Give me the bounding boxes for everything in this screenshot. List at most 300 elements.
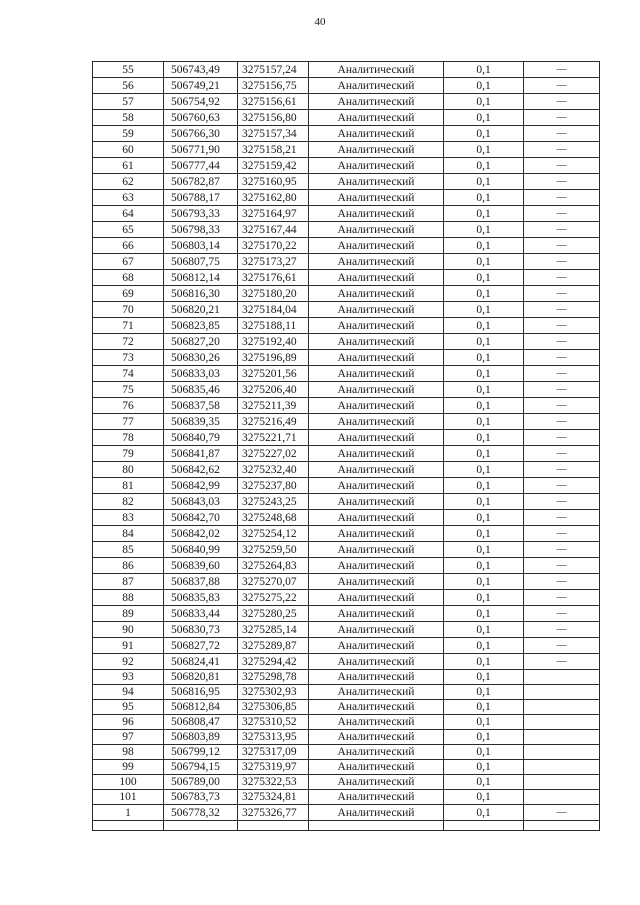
table-row <box>93 638 600 654</box>
point-number-cell: 78 <box>93 430 164 446</box>
coordinate-x-cell: 506837,88 <box>164 574 238 590</box>
point-number-cell: 77 <box>93 414 164 430</box>
table-row <box>93 510 600 526</box>
note-cell <box>524 654 600 670</box>
accuracy-cell: 0,1 <box>444 654 524 670</box>
method-cell: Аналитический <box>309 414 444 430</box>
accuracy-cell: 0,1 <box>444 142 524 158</box>
coordinate-y-cell: 3275184,04 <box>238 302 309 318</box>
coordinate-y-cell: 3275254,12 <box>238 526 309 542</box>
table-row <box>93 494 600 510</box>
empty-cell <box>444 821 524 831</box>
coordinate-y-cell: 3275227,02 <box>238 446 309 462</box>
note-cell <box>524 700 600 715</box>
point-number-cell: 90 <box>93 622 164 638</box>
empty-cell <box>524 821 600 831</box>
point-number-cell: 82 <box>93 494 164 510</box>
method-cell: Аналитический <box>309 462 444 478</box>
point-number-cell: 56 <box>93 78 164 94</box>
table-row <box>93 206 600 222</box>
dash-icon: — <box>556 807 567 818</box>
note-cell <box>524 190 600 206</box>
dash-icon: — <box>556 416 567 427</box>
point-number-cell: 84 <box>93 526 164 542</box>
dash-icon: — <box>556 576 567 587</box>
table-row <box>93 760 600 775</box>
coordinate-x-cell: 506803,89 <box>164 730 238 745</box>
coordinate-x-cell: 506835,46 <box>164 382 238 398</box>
coordinate-x-cell: 506839,60 <box>164 558 238 574</box>
point-number-cell: 65 <box>93 222 164 238</box>
coordinate-y-cell: 3275317,09 <box>238 745 309 760</box>
table-row <box>93 78 600 94</box>
note-cell <box>524 558 600 574</box>
method-cell: Аналитический <box>309 142 444 158</box>
point-number-cell: 83 <box>93 510 164 526</box>
note-cell <box>524 590 600 606</box>
table-row <box>93 238 600 254</box>
accuracy-cell: 0,1 <box>444 366 524 382</box>
dash-icon: — <box>556 288 567 299</box>
dash-icon: — <box>556 496 567 507</box>
coordinate-x-cell: 506820,21 <box>164 302 238 318</box>
point-number-cell: 99 <box>93 760 164 775</box>
coordinate-x-cell: 506835,83 <box>164 590 238 606</box>
coordinate-x-cell: 506771,90 <box>164 142 238 158</box>
empty-row <box>93 821 600 831</box>
point-number-cell: 72 <box>93 334 164 350</box>
coordinate-x-cell: 506783,73 <box>164 790 238 805</box>
coordinate-y-cell: 3275201,56 <box>238 366 309 382</box>
point-number-cell: 96 <box>93 715 164 730</box>
accuracy-cell: 0,1 <box>444 574 524 590</box>
table-row <box>93 446 600 462</box>
accuracy-cell: 0,1 <box>444 526 524 542</box>
accuracy-cell: 0,1 <box>444 190 524 206</box>
coordinates-table <box>92 61 600 831</box>
method-cell: Аналитический <box>309 110 444 126</box>
coordinate-y-cell: 3275192,40 <box>238 334 309 350</box>
note-cell <box>524 126 600 142</box>
note-cell <box>524 350 600 366</box>
coordinate-x-cell: 506840,79 <box>164 430 238 446</box>
note-cell <box>524 526 600 542</box>
note-cell <box>524 286 600 302</box>
table-row <box>93 622 600 638</box>
dash-icon: — <box>556 208 567 219</box>
note-cell <box>524 110 600 126</box>
table-row <box>93 430 600 446</box>
accuracy-cell: 0,1 <box>444 805 524 821</box>
dash-icon: — <box>556 480 567 491</box>
dash-icon: — <box>556 352 567 363</box>
accuracy-cell: 0,1 <box>444 446 524 462</box>
coordinate-x-cell: 506841,87 <box>164 446 238 462</box>
coordinate-x-cell: 506807,75 <box>164 254 238 270</box>
coordinate-y-cell: 3275275,22 <box>238 590 309 606</box>
coordinate-y-cell: 3275157,34 <box>238 126 309 142</box>
note-cell <box>524 478 600 494</box>
coordinate-x-cell: 506823,85 <box>164 318 238 334</box>
accuracy-cell: 0,1 <box>444 760 524 775</box>
table-row <box>93 398 600 414</box>
note-cell <box>524 622 600 638</box>
dash-icon: — <box>556 368 567 379</box>
coordinate-y-cell: 3275326,77 <box>238 805 309 821</box>
point-number-cell: 63 <box>93 190 164 206</box>
point-number-cell: 68 <box>93 270 164 286</box>
note-cell <box>524 238 600 254</box>
coordinate-x-cell: 506840,99 <box>164 542 238 558</box>
dash-icon: — <box>556 384 567 395</box>
table-row <box>93 302 600 318</box>
coordinate-x-cell: 506778,32 <box>164 805 238 821</box>
accuracy-cell: 0,1 <box>444 158 524 174</box>
coordinate-y-cell: 3275180,20 <box>238 286 309 302</box>
method-cell: Аналитический <box>309 670 444 685</box>
table-row <box>93 270 600 286</box>
point-number-cell: 91 <box>93 638 164 654</box>
accuracy-cell: 0,1 <box>444 715 524 730</box>
note-cell <box>524 270 600 286</box>
accuracy-cell: 0,1 <box>444 730 524 745</box>
coordinate-x-cell: 506816,30 <box>164 286 238 302</box>
coordinate-x-cell: 506749,21 <box>164 78 238 94</box>
accuracy-cell: 0,1 <box>444 542 524 558</box>
table-row <box>93 670 600 685</box>
point-number-cell: 85 <box>93 542 164 558</box>
coordinate-y-cell: 3275313,95 <box>238 730 309 745</box>
empty-cell <box>309 821 444 831</box>
dash-icon: — <box>556 560 567 571</box>
coordinate-x-cell: 506803,14 <box>164 238 238 254</box>
table-row <box>93 382 600 398</box>
coordinate-y-cell: 3275324,81 <box>238 790 309 805</box>
note-cell <box>524 446 600 462</box>
point-number-cell: 67 <box>93 254 164 270</box>
accuracy-cell: 0,1 <box>444 510 524 526</box>
coordinate-y-cell: 3275243,25 <box>238 494 309 510</box>
table-row <box>93 414 600 430</box>
page-number: 40 <box>314 16 326 28</box>
note-cell <box>524 318 600 334</box>
table-row <box>93 126 600 142</box>
coordinate-x-cell: 506793,33 <box>164 206 238 222</box>
coordinate-y-cell: 3275319,97 <box>238 760 309 775</box>
point-number-cell: 97 <box>93 730 164 745</box>
coordinate-x-cell: 506788,17 <box>164 190 238 206</box>
note-cell <box>524 685 600 700</box>
accuracy-cell: 0,1 <box>444 790 524 805</box>
dash-icon: — <box>556 272 567 283</box>
coordinate-x-cell: 506827,72 <box>164 638 238 654</box>
dash-icon: — <box>556 544 567 555</box>
empty-cell <box>93 821 164 831</box>
coordinate-x-cell: 506830,73 <box>164 622 238 638</box>
empty-cell <box>238 821 309 831</box>
point-number-cell: 95 <box>93 700 164 715</box>
note-cell <box>524 430 600 446</box>
point-number-cell: 80 <box>93 462 164 478</box>
table-row <box>93 478 600 494</box>
coordinate-x-cell: 506789,00 <box>164 775 238 790</box>
method-cell: Аналитический <box>309 638 444 654</box>
coordinate-x-cell: 506842,02 <box>164 526 238 542</box>
table-row <box>93 574 600 590</box>
accuracy-cell: 0,1 <box>444 494 524 510</box>
dash-icon: — <box>556 240 567 251</box>
coordinate-y-cell: 3275322,53 <box>238 775 309 790</box>
note-cell <box>524 574 600 590</box>
table-row <box>93 730 600 745</box>
point-number-cell: 79 <box>93 446 164 462</box>
coordinate-y-cell: 3275157,24 <box>238 62 309 78</box>
coordinate-y-cell: 3275248,68 <box>238 510 309 526</box>
point-number-cell: 70 <box>93 302 164 318</box>
accuracy-cell: 0,1 <box>444 414 524 430</box>
coordinate-x-cell: 506833,44 <box>164 606 238 622</box>
note-cell <box>524 302 600 318</box>
method-cell: Аналитический <box>309 318 444 334</box>
coordinate-x-cell: 506837,58 <box>164 398 238 414</box>
method-cell: Аналитический <box>309 446 444 462</box>
method-cell: Аналитический <box>309 430 444 446</box>
point-number-cell: 55 <box>93 62 164 78</box>
note-cell <box>524 670 600 685</box>
method-cell: Аналитический <box>309 510 444 526</box>
note-cell <box>524 222 600 238</box>
coordinate-y-cell: 3275221,71 <box>238 430 309 446</box>
method-cell: Аналитический <box>309 126 444 142</box>
accuracy-cell: 0,1 <box>444 382 524 398</box>
coordinate-x-cell: 506812,14 <box>164 270 238 286</box>
dash-icon: — <box>556 256 567 267</box>
dash-icon: — <box>556 224 567 235</box>
point-number-cell: 58 <box>93 110 164 126</box>
table-row <box>93 190 600 206</box>
table-row <box>93 174 600 190</box>
coordinate-y-cell: 3275158,21 <box>238 142 309 158</box>
method-cell: Аналитический <box>309 334 444 350</box>
coordinate-y-cell: 3275270,07 <box>238 574 309 590</box>
table-row <box>93 286 600 302</box>
coordinate-x-cell: 506842,99 <box>164 478 238 494</box>
coordinate-x-cell: 506777,44 <box>164 158 238 174</box>
coordinate-y-cell: 3275216,49 <box>238 414 309 430</box>
method-cell: Аналитический <box>309 745 444 760</box>
dash-icon: — <box>556 336 567 347</box>
accuracy-cell: 0,1 <box>444 700 524 715</box>
coordinate-y-cell: 3275232,40 <box>238 462 309 478</box>
method-cell: Аналитический <box>309 174 444 190</box>
accuracy-cell: 0,1 <box>444 126 524 142</box>
point-number-cell: 86 <box>93 558 164 574</box>
accuracy-cell: 0,1 <box>444 222 524 238</box>
table-row <box>93 366 600 382</box>
note-cell <box>524 254 600 270</box>
coordinate-x-cell: 506760,63 <box>164 110 238 126</box>
note-cell <box>524 510 600 526</box>
coordinate-x-cell: 506782,87 <box>164 174 238 190</box>
note-cell <box>524 805 600 821</box>
dash-icon: — <box>556 640 567 651</box>
coordinate-y-cell: 3275176,61 <box>238 270 309 286</box>
accuracy-cell: 0,1 <box>444 238 524 254</box>
note-cell <box>524 174 600 190</box>
coordinate-x-cell: 506816,95 <box>164 685 238 700</box>
accuracy-cell: 0,1 <box>444 334 524 350</box>
accuracy-cell: 0,1 <box>444 606 524 622</box>
note-cell <box>524 398 600 414</box>
dash-icon: — <box>556 400 567 411</box>
table-row <box>93 158 600 174</box>
point-number-cell: 69 <box>93 286 164 302</box>
method-cell: Аналитический <box>309 206 444 222</box>
dash-icon: — <box>556 80 567 91</box>
note-cell <box>524 206 600 222</box>
point-number-cell: 64 <box>93 206 164 222</box>
accuracy-cell: 0,1 <box>444 270 524 286</box>
coordinate-y-cell: 3275173,27 <box>238 254 309 270</box>
method-cell: Аналитический <box>309 805 444 821</box>
table-row <box>93 542 600 558</box>
coordinate-x-cell: 506754,92 <box>164 94 238 110</box>
accuracy-cell: 0,1 <box>444 590 524 606</box>
table-row <box>93 700 600 715</box>
point-number-cell: 76 <box>93 398 164 414</box>
method-cell: Аналитический <box>309 715 444 730</box>
accuracy-cell: 0,1 <box>444 78 524 94</box>
accuracy-cell: 0,1 <box>444 558 524 574</box>
method-cell: Аналитический <box>309 254 444 270</box>
table-row <box>93 318 600 334</box>
method-cell: Аналитический <box>309 350 444 366</box>
coordinate-y-cell: 3275164,97 <box>238 206 309 222</box>
note-cell <box>524 382 600 398</box>
method-cell: Аналитический <box>309 270 444 286</box>
table-row <box>93 715 600 730</box>
coordinate-x-cell: 506820,81 <box>164 670 238 685</box>
coordinate-y-cell: 3275156,61 <box>238 94 309 110</box>
method-cell: Аналитический <box>309 222 444 238</box>
note-cell <box>524 606 600 622</box>
dash-icon: — <box>556 304 567 315</box>
point-number-cell: 101 <box>93 790 164 805</box>
point-number-cell: 73 <box>93 350 164 366</box>
coordinate-y-cell: 3275237,80 <box>238 478 309 494</box>
note-cell <box>524 62 600 78</box>
method-cell: Аналитический <box>309 478 444 494</box>
table-row <box>93 790 600 805</box>
note-cell <box>524 638 600 654</box>
point-number-cell: 62 <box>93 174 164 190</box>
coordinate-x-cell: 506808,47 <box>164 715 238 730</box>
coordinate-x-cell: 506799,12 <box>164 745 238 760</box>
table-row <box>93 222 600 238</box>
accuracy-cell: 0,1 <box>444 302 524 318</box>
dash-icon: — <box>556 96 567 107</box>
accuracy-cell: 0,1 <box>444 430 524 446</box>
dash-icon: — <box>556 192 567 203</box>
note-cell <box>524 745 600 760</box>
dash-icon: — <box>556 160 567 171</box>
method-cell: Аналитический <box>309 590 444 606</box>
accuracy-cell: 0,1 <box>444 286 524 302</box>
note-cell <box>524 142 600 158</box>
table-row <box>93 526 600 542</box>
coordinate-x-cell: 506833,03 <box>164 366 238 382</box>
dash-icon: — <box>556 320 567 331</box>
coordinate-y-cell: 3275264,83 <box>238 558 309 574</box>
dash-icon: — <box>556 144 567 155</box>
coordinate-y-cell: 3275259,50 <box>238 542 309 558</box>
note-cell <box>524 542 600 558</box>
method-cell: Аналитический <box>309 558 444 574</box>
coordinate-x-cell: 506830,26 <box>164 350 238 366</box>
table-row <box>93 94 600 110</box>
method-cell: Аналитический <box>309 654 444 670</box>
note-cell <box>524 715 600 730</box>
method-cell: Аналитический <box>309 542 444 558</box>
note-cell <box>524 775 600 790</box>
method-cell: Аналитический <box>309 158 444 174</box>
method-cell: Аналитический <box>309 730 444 745</box>
table-row <box>93 558 600 574</box>
table-row <box>93 745 600 760</box>
note-cell <box>524 414 600 430</box>
coordinate-y-cell: 3275211,39 <box>238 398 309 414</box>
coordinate-y-cell: 3275298,78 <box>238 670 309 685</box>
method-cell: Аналитический <box>309 685 444 700</box>
point-number-cell: 92 <box>93 654 164 670</box>
dash-icon: — <box>556 64 567 75</box>
note-cell <box>524 158 600 174</box>
coordinate-y-cell: 3275188,11 <box>238 318 309 334</box>
method-cell: Аналитический <box>309 606 444 622</box>
point-number-cell: 81 <box>93 478 164 494</box>
point-number-cell: 61 <box>93 158 164 174</box>
dash-icon: — <box>556 608 567 619</box>
accuracy-cell: 0,1 <box>444 174 524 190</box>
coordinate-y-cell: 3275196,89 <box>238 350 309 366</box>
method-cell: Аналитический <box>309 790 444 805</box>
coordinate-x-cell: 506794,15 <box>164 760 238 775</box>
method-cell: Аналитический <box>309 366 444 382</box>
table-row <box>93 254 600 270</box>
method-cell: Аналитический <box>309 775 444 790</box>
method-cell: Аналитический <box>309 94 444 110</box>
method-cell: Аналитический <box>309 398 444 414</box>
coordinate-x-cell: 506827,20 <box>164 334 238 350</box>
point-number-cell: 60 <box>93 142 164 158</box>
point-number-cell: 94 <box>93 685 164 700</box>
note-cell <box>524 730 600 745</box>
method-cell: Аналитический <box>309 494 444 510</box>
table-row <box>93 606 600 622</box>
accuracy-cell: 0,1 <box>444 350 524 366</box>
coordinate-y-cell: 3275310,52 <box>238 715 309 730</box>
table-row <box>93 654 600 670</box>
accuracy-cell: 0,1 <box>444 110 524 126</box>
point-number-cell: 75 <box>93 382 164 398</box>
method-cell: Аналитический <box>309 574 444 590</box>
accuracy-cell: 0,1 <box>444 622 524 638</box>
dash-icon: — <box>556 624 567 635</box>
method-cell: Аналитический <box>309 78 444 94</box>
method-cell: Аналитический <box>309 382 444 398</box>
method-cell: Аналитический <box>309 62 444 78</box>
coordinate-x-cell: 506842,62 <box>164 462 238 478</box>
